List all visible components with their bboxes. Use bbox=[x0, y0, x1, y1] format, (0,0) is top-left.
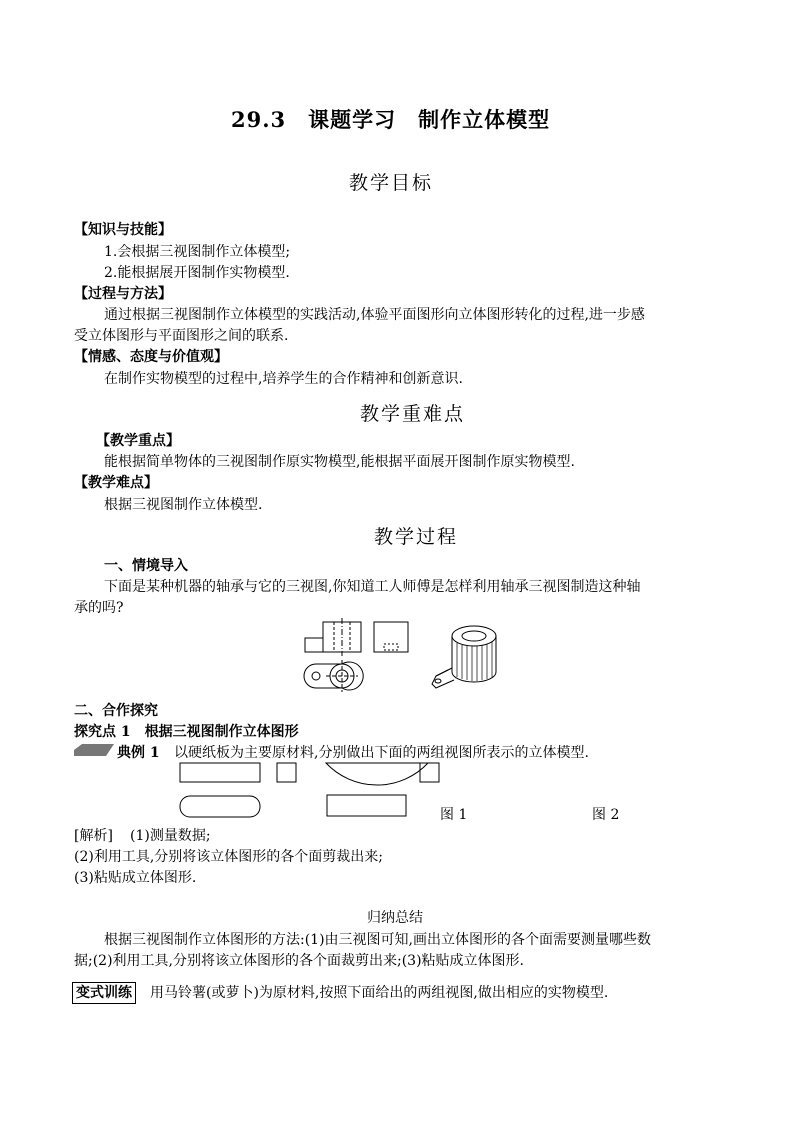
emotion-line-1: 在制作实物模型的过程中,培养学生的合作精神和创新意识. bbox=[104, 371, 463, 387]
summary-line-1: 根据三视图制作立体图形的方法:(1)由三视图可知,画出立体图形的各个面需要测量哪些数 bbox=[104, 932, 651, 948]
example-marker-icon bbox=[74, 744, 114, 756]
knowledge-heading: 【知识与技能】 bbox=[74, 222, 172, 238]
process-line-1: 通过根据三视图制作立体模型的实践活动,体验平面图形向立体图形转化的过程,进一步感 bbox=[104, 307, 645, 323]
knowledge-item-2: 2.能根据展开图制作实物模型. bbox=[104, 265, 290, 281]
analysis-label: [解析] bbox=[74, 828, 113, 844]
difficulty-line: 根据三视图制作立体模型. bbox=[104, 497, 263, 513]
figure-1-caption: 图 1 bbox=[440, 807, 468, 823]
section-heading-goals: 教学目标 bbox=[349, 172, 434, 194]
analysis-step-1: (1)测量数据; bbox=[130, 828, 211, 844]
section-heading-process: 教学过程 bbox=[374, 526, 459, 548]
bearing-isometric-figure bbox=[430, 624, 510, 694]
key-point-line: 能根据简单物体的三视图制作原实物模型,能根据平面展开图制作原实物模型. bbox=[104, 454, 575, 470]
bearing-three-views-figure bbox=[298, 618, 418, 692]
example-label: 典例 1 bbox=[117, 745, 160, 761]
summary-heading: 归纳总结 bbox=[367, 910, 423, 926]
explore-heading: 二、合作探究 bbox=[74, 703, 158, 719]
summary-line-2: 据;(2)利用工具,分别将该立体图形的各个面裁剪出来;(3)粘贴成立体图形. bbox=[74, 953, 524, 969]
variant-training-text: 用马铃薯(或萝卜)为原材料,按照下面给出的两组视图,做出相应的实物模型. bbox=[150, 985, 609, 1001]
intro-heading: 一、情境导入 bbox=[104, 558, 188, 574]
analysis-step-2: (2)利用工具,分别将该立体图形的各个面剪裁出来; bbox=[74, 849, 383, 865]
example-views-figure bbox=[178, 762, 442, 820]
figure-2-caption: 图 2 bbox=[592, 807, 620, 823]
variant-training-label: 变式训练 bbox=[72, 982, 136, 1004]
page-title: 29.3 课题学习 制作立体模型 bbox=[231, 107, 551, 132]
analysis-step-3: (3)粘贴成立体图形. bbox=[74, 870, 197, 886]
section-heading-key: 教学重难点 bbox=[360, 403, 466, 425]
emotion-heading: 【情感、态度与价值观】 bbox=[74, 349, 228, 365]
intro-line-1: 下面是某种机器的轴承与它的三视图,你知道工人师傅是怎样利用轴承三视图制造这种轴 bbox=[104, 579, 641, 595]
explore-point-1: 探究点 1 根据三视图制作立体图形 bbox=[74, 724, 299, 740]
example-text: 以硬纸板为主要原材料,分别做出下面的两组视图所表示的立体模型. bbox=[174, 745, 589, 761]
key-point-heading: 【教学重点】 bbox=[96, 433, 180, 449]
process-heading: 【过程与方法】 bbox=[74, 286, 172, 302]
knowledge-item-1: 1.会根据三视图制作立体模型; bbox=[104, 244, 291, 260]
difficulty-heading: 【教学难点】 bbox=[74, 475, 158, 491]
process-line-2: 受立体图形与平面图形之间的联系. bbox=[74, 328, 289, 344]
intro-line-2: 承的吗? bbox=[74, 600, 124, 616]
